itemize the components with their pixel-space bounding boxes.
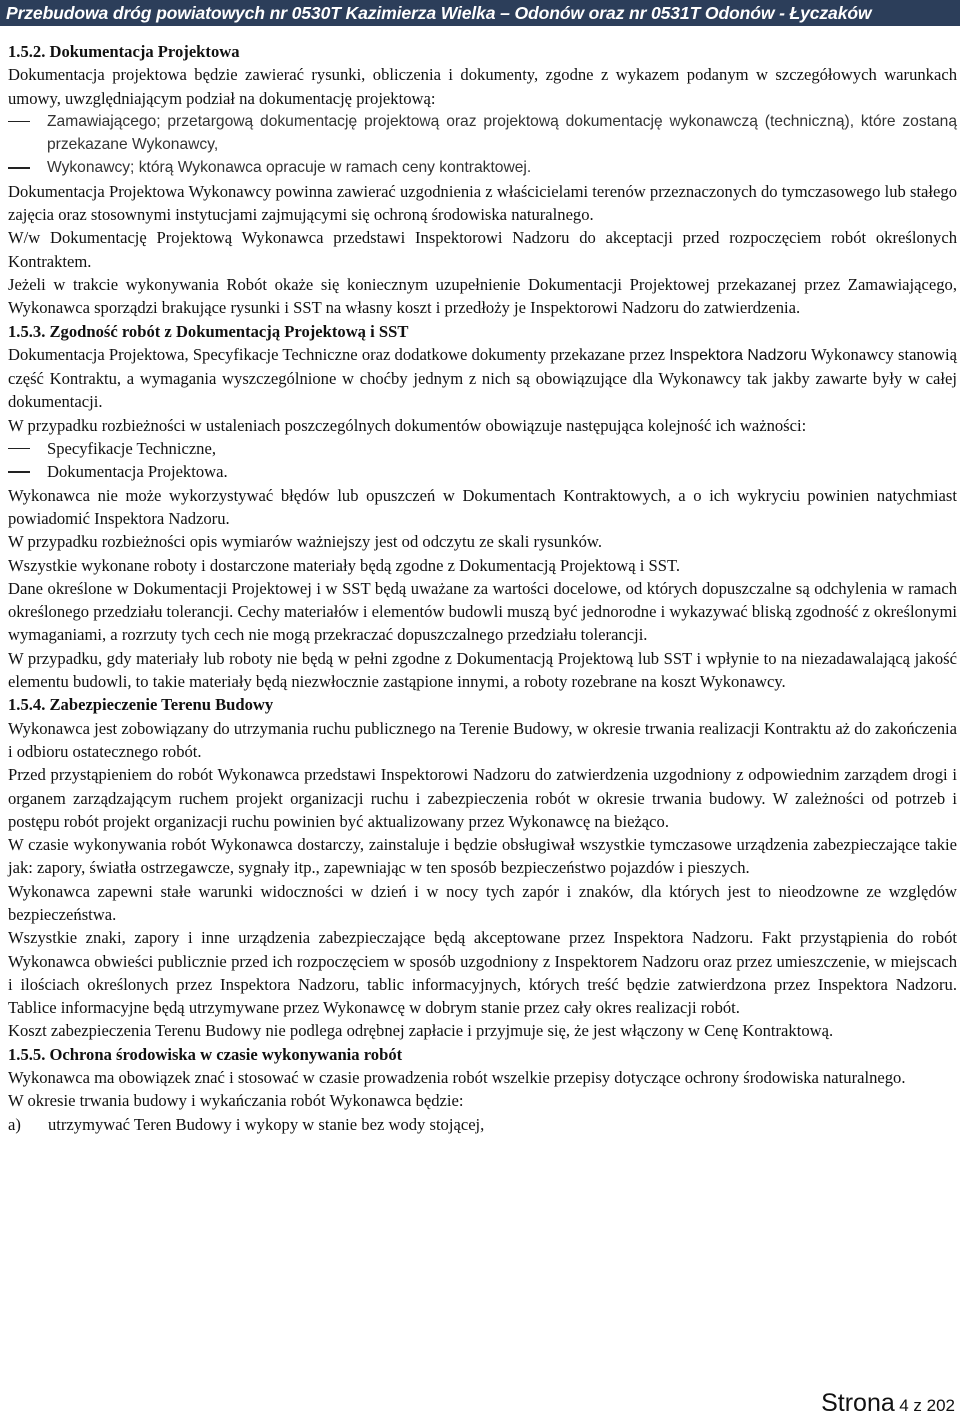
document-body — [8, 40, 957, 1136]
paragraph — [8, 343, 957, 414]
paragraph: Dokumentacja projektowa będzie zawierać rysunki, obliczenia i dokumenty, zgodne z wykazem podanym w szczegółowych warunkach umowy, uwzględniającym podział na dokumentację projektową: — [8, 65, 957, 108]
list-item — [8, 156, 957, 179]
list-item-marker: a) — [8, 1114, 21, 1134]
paragraph: Jeżeli w trakcie wykonywania Robót okaże się koniecznym uzupełnienie Dokumentacji Projektowej przekazanej przez Zamawiającego, Wykonawca sporządzi brakujące rysunki i SST na własny koszt i przedłoży je Inspektorowi Nadzoru do zatwierdzenia. — [8, 274, 957, 318]
paragraph: Wszystkie wykonane roboty i dostarczone materiały będą zgodne z Dokumentacją Projektową i SST. — [8, 555, 680, 575]
list-item-text: utrzymywać Teren Budowy i wykopy w stanie bez wody stojącej, — [48, 1114, 485, 1134]
paragraph: Wykonawca ma obowiązek znać i stosować w czasie prowadzenia robót wszelkie przepisy dotyczące ochrony środowiska naturalnego. — [8, 1068, 906, 1088]
paragraph: Wykonawca nie może wykorzystywać błędów lub opuszczeń w Dokumentach Kontraktowych, a o ich wykryciu powinien natychmiast powiadomić Inspektora Nadzoru. — [8, 485, 957, 528]
paragraph-text: Dokumentacja Projektowa, Specyfikacje Techniczne oraz dodatkowe dokumenty przekazane przez — [8, 344, 670, 364]
paragraph: W okresie trwania budowy i wykańczania robót Wykonawca będzie: — [8, 1091, 464, 1111]
list-item — [8, 110, 957, 157]
paragraph-text: Wykonawcy stanowią część Kontraktu, a wymagania wyszczególnione w choćby jednym z nich są obowiązujące dla Wykonawcy tak jakby zawarte były w całej dokumentacji. — [8, 344, 957, 412]
dash-bullet-icon — [8, 448, 30, 449]
section-heading-1-5-5: 1.5.5. Ochrona środowiska w czasie wykonywania robót — [8, 1044, 403, 1064]
paragraph: W czasie wykonywania robót Wykonawca dostarczy, zainstaluje i będzie obsługiwał wszystkie tymczasowe urządzenia zabezpieczające takie jak: zapory, światła ostrzegawcze, sygnały itp., zapewniając w ten sposób bezpieczeństwo pojazdów i pieszych. — [8, 835, 957, 878]
paragraph: Koszt zabezpieczenia Terenu Budowy nie podlega odrębnej zapłacie i przyjmuje się, że jest włączony w Cenę Kontraktową. — [8, 1021, 834, 1041]
section-heading-1-5-2: 1.5.2. Dokumentacja Projektowa — [8, 42, 240, 61]
dash-bullet-icon — [8, 167, 30, 168]
paragraph: Wykonawca zapewni stałe warunki widoczności w dzień i w nocy tych zapór i znaków, dla których jest to nieodzowne ze względów bezpieczeństwa. — [8, 881, 957, 924]
paragraph: Wszystkie znaki, zapory i inne urządzenia zabezpieczające będą akceptowane przez Inspektora Nadzoru. Fakt przystąpienia do robót Wykonawca obwieści publicznie przed ich rozpoczęciem w sposób uzgodniony z Inspektorem Nadzoru oraz przez umieszczenie, w miejscach i ilościach określonych przez Inspektora Nadzoru, tablic informacyjnych, których treść będzie zatwierdzona przez Inspektora Nadzoru. Tablice informacyjne będą utrzymywane przez Wykonawcę w dobrym stanie przez cały okres realizacji robót. — [8, 928, 957, 1018]
list-item-text: Dokumentacja Projektowa. — [47, 462, 228, 482]
dash-bullet-icon — [8, 471, 30, 472]
page-number: 4 z 202 — [899, 1396, 955, 1415]
list-item — [8, 437, 957, 460]
list-item-text: Zamawiającego; przetargową dokumentację projektową oraz projektową dokumentację wykonawczą (techniczną), które zostaną przekazane Wykonawcy, — [47, 112, 957, 154]
dash-bullet-icon — [8, 121, 30, 122]
paragraph-text-emphasis: Inspektora Nadzoru — [669, 346, 808, 364]
paragraph: Przed przystąpieniem do robót Wykonawca przedstawi Inspektorowi Nadzoru do zatwierdzenia uzgodniony z odpowiednim zarządem drogi i organem zarządzającym ruchem projekt organizacji ruchu i zabezpieczenia robót w okresie trwania budowy. W zależności od potrzeb i postępu robót projekt organizacji ruchu powinien być aktualizowany przez Wykonawcę na bieżąco. — [8, 765, 957, 831]
paragraph: Dane określone w Dokumentacji Projektowej i w SST będą uważane za wartości docelowe, od których dopuszczalne są odchylenia w ramach określonego przedziału tolerancji. Cechy materiałów i elementów budowli muszą być jednorodne i wykazywać bliską zgodność z określonymi wymaganiami, a rozrzuty tych cech nie mogą przekraczać dopuszczalnego przedziału tolerancji. — [8, 578, 957, 645]
paragraph: Dokumentacja Projektowa Wykonawcy powinna zawierać uzgodnienia z właścicielami terenów przeznaczonych do tymczasowego lub stałego zajęcia oraz stosownymi instytucjami zajmującymi się ochroną środowiska naturalnego. — [8, 181, 957, 225]
list-item-text: Wykonawcy; którą Wykonawca opracuje w ramach ceny kontraktowej. — [47, 159, 532, 177]
section-heading-1-5-3: 1.5.3. Zgodność robót z Dokumentacją Projektową i SST — [8, 321, 409, 341]
running-header — [0, 0, 960, 26]
page-footer — [821, 1389, 955, 1418]
paragraph: W przypadku, gdy materiały lub roboty nie będą w pełni zgodne z Dokumentacją Projektową lub SST i wpłynie to na niezadawalającą jakość elementu budowli, to takie materiały będą niezwłocznie zastąpione innymi, a roboty rozebrane na koszt Wykonawcy. — [8, 648, 957, 692]
list-item-text: Specyfikacje Techniczne, — [47, 439, 216, 459]
paragraph: W przypadku rozbieżności w ustaleniach poszczególnych dokumentów obowiązuje następująca kolejność ich ważności: — [8, 415, 807, 435]
paragraph: W przypadku rozbieżności opis wymiarów ważniejszy jest od odczytu ze skali rysunków. — [8, 532, 602, 552]
list-item — [8, 1113, 957, 1136]
paragraph: W/w Dokumentację Projektową Wykonawca przedstawi Inspektorowi Nadzoru do akceptacji przed rozpoczęciem robót określonych Kontraktem. — [8, 228, 957, 271]
paragraph: Wykonawca jest zobowiązany do utrzymania ruchu publicznego na Terenie Budowy, w okresie trwania realizacji Kontraktu aż do zakończenia i odbioru ostatecznego robót. — [8, 718, 957, 761]
list-item — [8, 460, 957, 483]
header-title: Przebudowa dróg powiatowych nr 0530T Kazimierza Wielka – Odonów oraz nr 0531T Odonów - Łyczaków — [6, 3, 872, 23]
footer-label: Strona — [821, 1389, 895, 1417]
section-heading-1-5-4: 1.5.4. Zabezpieczenie Terenu Budowy — [8, 695, 274, 715]
